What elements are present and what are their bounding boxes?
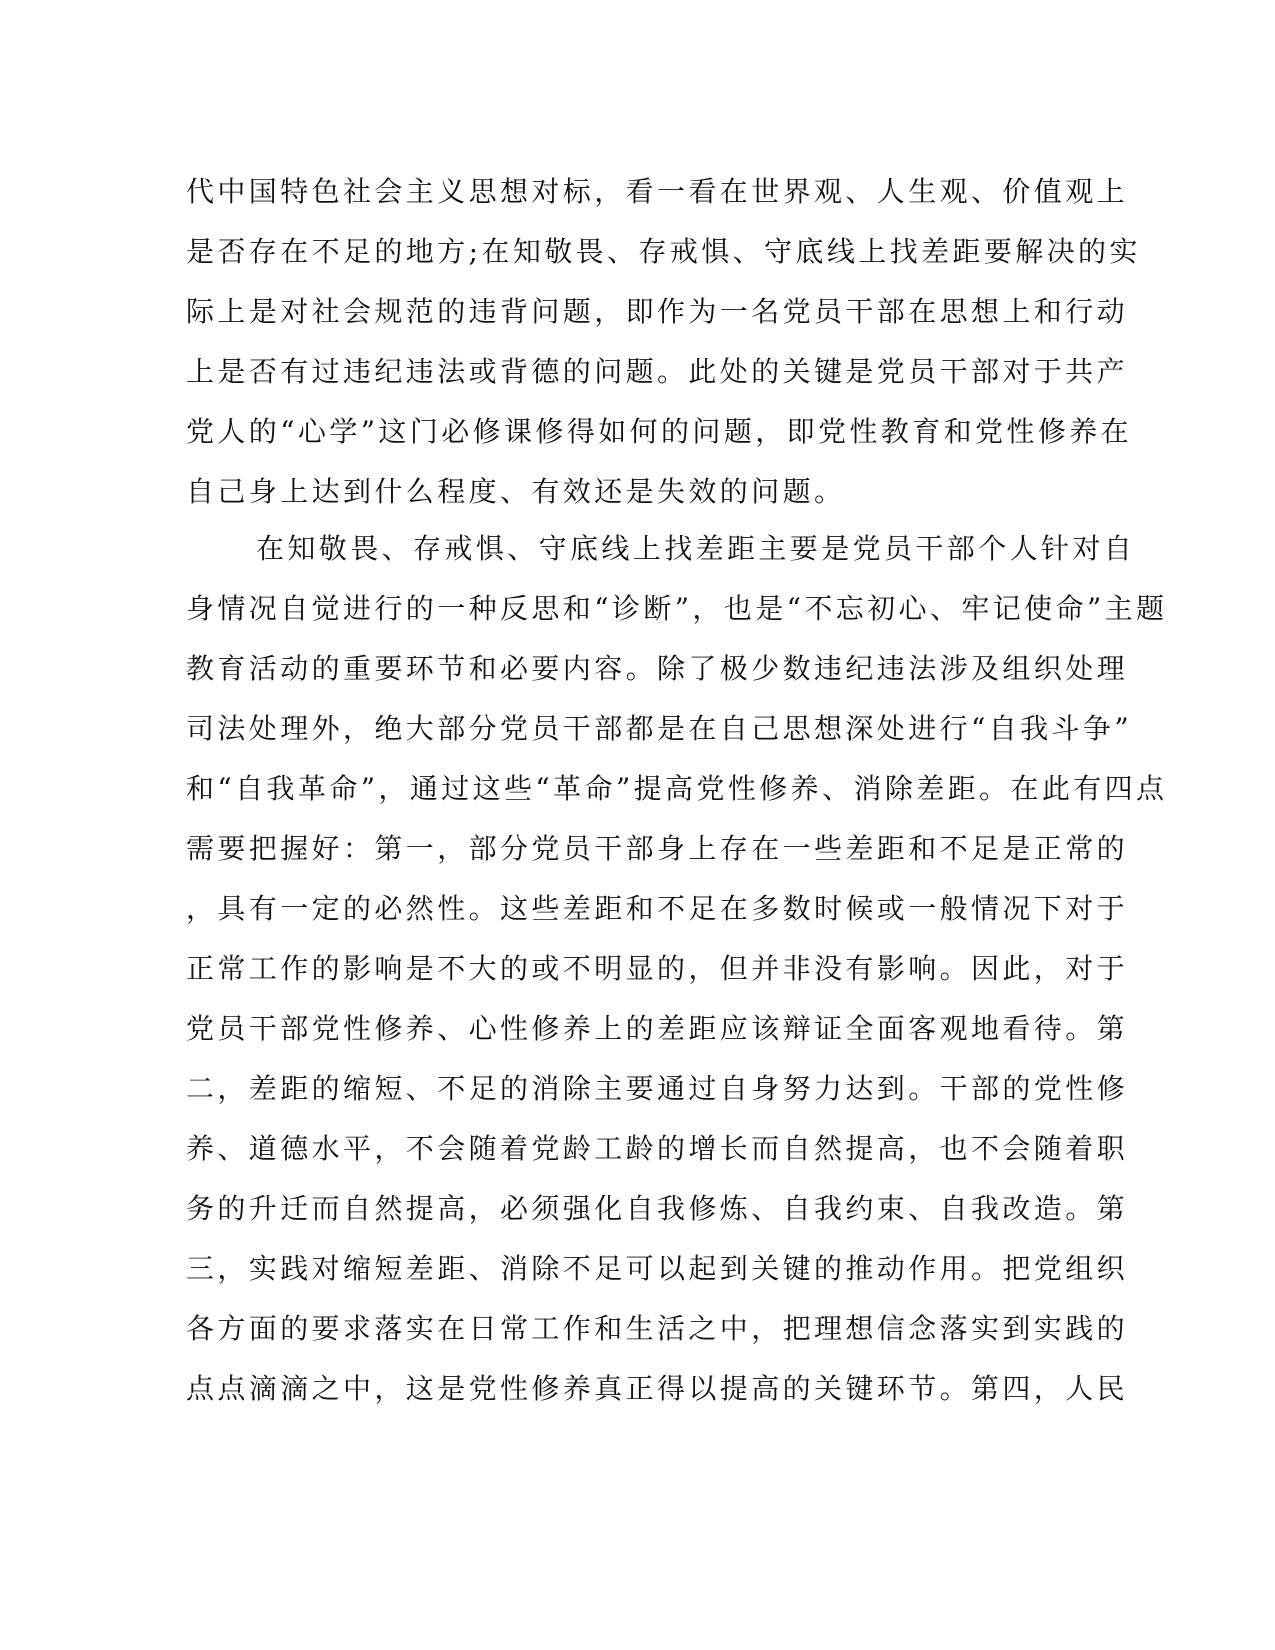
text-line: 三，实践对缩短差距、消除不足可以起到关键的推动作用。把党组织 [186, 1252, 1129, 1285]
text-line: 党员干部党性修养、心性修养上的差距应该辩证全面客观地看待。第 [186, 1012, 1129, 1045]
text-line-first: 在知敬畏、存戒惧、守底线上找差距主要是党员干部个人针对自 [256, 532, 1136, 565]
text-line: 正常工作的影响是不大的或不明显的，但并非没有影响。因此，对于 [186, 952, 1129, 985]
text-line: 自己身上达到什么程度、有效还是失效的问题。 [186, 475, 846, 508]
text-line: ，具有一定的必然性。这些差距和不足在多数时候或一般情况下对于 [186, 892, 1129, 925]
text-line: 需要把握好：第一，部分党员干部身上存在一些差距和不足是正常的 [186, 832, 1129, 865]
text-line: 养、道德水平，不会随着党龄工龄的增长而自然提高，也不会随着职 [186, 1132, 1129, 1165]
text-line: 身情况自觉进行的一种反思和“诊断”，也是“不忘初心、牢记使命”主题 [186, 592, 1168, 625]
text-line: 司法处理外，绝大部分党员干部都是在自己思想深处进行“自我斗争” [186, 712, 1133, 745]
text-line: 务的升迁而自然提高，必须强化自我修炼、自我约束、自我改造。第 [186, 1192, 1129, 1225]
text-line: 各方面的要求落实在日常工作和生活之中，把理想信念落实到实践的 [186, 1312, 1129, 1345]
text-line: 代中国特色社会主义思想对标，看一看在世界观、人生观、价值观上 [186, 175, 1129, 208]
text-line: 点点滴滴之中，这是党性修养真正得以提高的关键环节。第四，人民 [186, 1372, 1129, 1405]
text-line: 上是否有过违纪违法或背德的问题。此处的关键是党员干部对于共产 [186, 355, 1129, 388]
paragraph-new [186, 519, 1168, 1419]
text-line: 党人的“心学”这门必修课修得如何的问题，即党性教育和党性修养在 [186, 415, 1133, 448]
paragraph-continued [186, 162, 1141, 522]
text-line: 际上是对社会规范的违背问题，即作为一名党员干部在思想上和行动 [186, 295, 1129, 328]
text-line: 二，差距的缩短、不足的消除主要通过自身努力达到。干部的党性修 [186, 1072, 1129, 1105]
text-line: 是否存在不足的地方;在知敬畏、存戒惧、守底线上找差距要解决的实 [186, 235, 1141, 268]
text-line: 教育活动的重要环节和必要内容。除了极少数违纪违法涉及组织处理 [186, 652, 1129, 685]
text-line: 和“自我革命”，通过这些“革命”提高党性修养、消除差距。在此有四点 [186, 772, 1168, 805]
